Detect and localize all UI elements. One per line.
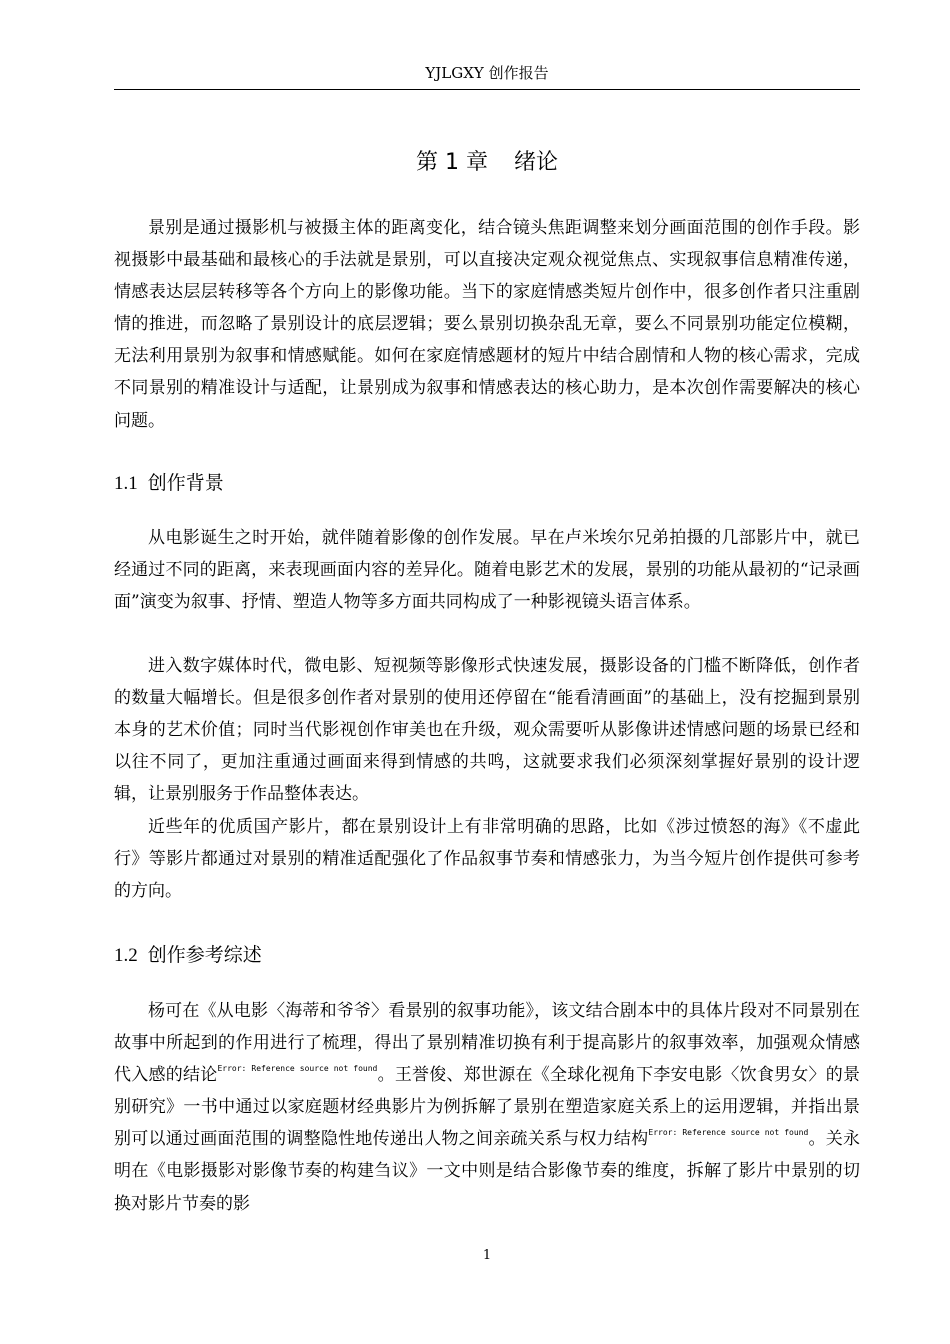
page-header: YJLGXY 创作报告: [425, 64, 549, 82]
section-title: 创作参考综述: [147, 944, 262, 966]
paragraph-text: 杨可在《从电影〈海蒂和爷爷〉看景别的叙事功能》，该文结合剧本中的具体片段对不同景别在故事中所起到的作用进行了梳理，得出了景别精准切换有利于提高影片的叙事效率，加强观众情感代入感的结论: [114, 1001, 860, 1086]
chapter-title: [114, 147, 860, 179]
section-number: 1.2: [114, 945, 138, 966]
section-title: 创作背景: [147, 472, 224, 494]
paragraph-text: 。关永明在《电影摄影对影像节奏的构建刍议》一文中则是结合影像节奏的维度，拆解了影片中景别的切换对影片节奏的影: [114, 1129, 861, 1214]
background-paragraph-1: 从电影诞生之时开始，就伴随着影像的创作发展。早在卢米埃尔兄弟拍摄的几部影片中，就已经通过不同的距离，来表现画面内容的差异化。随着电影艺术的发展，景别的功能从最初的“记录画面”演变为叙事、抒情、塑造人物等多方面共同构成了一种影视镜头语言体系。: [114, 528, 860, 613]
intro-paragraph: 景别是通过摄影机与被摄主体的距离变化，结合镜头焦距调整来划分画面范围的创作手段。影视摄影中最基础和最核心的手法就是景别，可以直接决定观众视觉焦点、实现叙事信息精准传递，情感表达层层转移等各个方向上的影像功能。当下的家庭情感类短片创作中，很多创作者只注重剧情的推进，而忽略了景别设计的底层逻辑；要么景别切换杂乱无章，要么不同景别功能定位模糊，无法利用景别为叙事和情感赋能。如何在家庭情感题材的短片中结合剧情和人物的核心需求，完成不同景别的精准设计与适配，让景别成为叙事和情感表达的核心助力，是本次创作需要解决的核心问题。: [114, 218, 860, 431]
chapter-name: 绪论: [513, 150, 558, 175]
background-paragraph-2: 进入数字媒体时代，微电影、短视频等影像形式快速发展，摄影设备的门槛不断降低，创作者的数量大幅增长。但是很多创作者对景别的使用还停留在“能看清画面”的基础上，没有挖掘到景别本身的艺术价值；同时当代影视创作审美也在升级，观众需要听从影像讲述情感问题的场景已经和以往不同了，更加注重通过画面来得到情感的共鸣，这就要求我们必须深刻掌握好景别的设计逻辑，让景别服务于作品整体表达。: [114, 656, 860, 805]
section-number: 1.1: [114, 473, 138, 494]
background-paragraph-3: 近些年的优质国产影片，都在景别设计上有非常明确的思路，比如《涉过愤怒的海》《不虚此行》等影片都通过对景别的精准适配强化了作品叙事节奏和情感张力，为当今短片创作提供可参考的方向。: [114, 817, 860, 902]
reference-error: Error: Reference source not found: [217, 1064, 378, 1074]
page-number: 1: [482, 1248, 492, 1263]
chapter-number: 第 1 章: [416, 150, 488, 175]
header-rule: [114, 89, 860, 90]
reference-error: Error: Reference source not found: [648, 1128, 809, 1138]
paragraph-text: 。王誉俊、郑世源在《全球化视角下李安电影〈饮食男女〉的景别研究》一书中通过以家庭题材经典影片为例拆解了景别在塑造家庭关系上的运用逻辑，并指出景别可以通过画面范围的调整隐性地传递出人物之间亲疏关系与权力结构: [114, 1065, 861, 1150]
section-heading-1-2: [114, 941, 860, 970]
references-paragraph: [114, 995, 860, 1220]
section-heading-1-1: [114, 469, 860, 498]
